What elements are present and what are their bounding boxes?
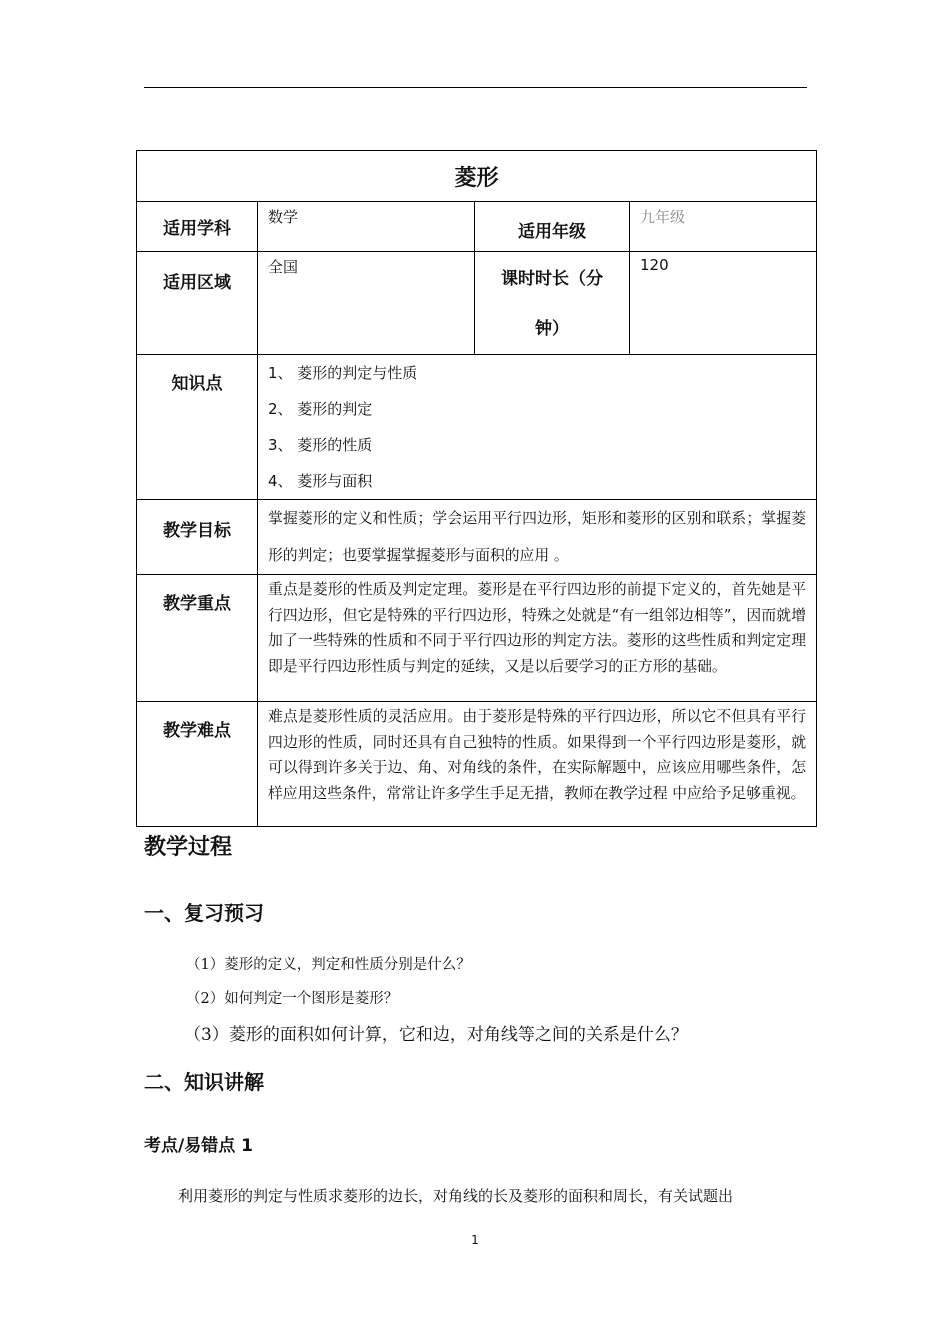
- duration-value: 120: [630, 252, 817, 355]
- header-rule: [144, 87, 807, 88]
- subject-label: 适用学科: [137, 202, 258, 252]
- difficulties-text: 难点是菱形性质的灵活应用。由于菱形是特殊的平行四边形，所以它不但具有平行四边形的性质，同时还具有自己独特的性质。如果得到一个平行四边形是菱形，就可以得到许多关于边、角、对角线的条件，在实际解题中，应该应用哪些条件，怎样应用这些条件，常常让许多学生手足无措，教师在教学过程 中应给予足够重视。: [258, 702, 817, 827]
- goals-label: 教学目标: [137, 500, 258, 575]
- duration-label-line-2: 钟）: [535, 319, 569, 339]
- page-number: 1: [471, 1233, 479, 1247]
- section2-subheading: 考点/易错点 1: [144, 1136, 253, 1156]
- review-question-3: （3）菱形的面积如何计算，它和边，对角线等之间的关系是什么？: [184, 1025, 688, 1045]
- process-heading: 教学过程: [144, 835, 233, 860]
- duration-label-line-1: 课时时长（分: [501, 269, 603, 289]
- region-value: 全国: [258, 252, 475, 355]
- knowledge-item: 4、 菱形与面积: [268, 472, 373, 490]
- region-label: 适用区域: [137, 252, 258, 355]
- key-points-label: 教学重点: [137, 575, 258, 702]
- grade-value: 九年级: [630, 202, 817, 252]
- knowledge-item: 3、 菱形的性质: [268, 436, 373, 454]
- knowledge-item: 2、 菱形的判定: [268, 400, 373, 418]
- lesson-info-table: [136, 150, 817, 827]
- goals-text: 掌握菱形的定义和性质；学会运用平行四边形，矩形和菱形的区别和联系；掌握菱形的判定；也要掌握掌握菱形与面积的应用 。: [258, 500, 817, 575]
- section2-heading: 二、知识讲解: [144, 1070, 264, 1094]
- review-question-1: （1）菱形的定义，判定和性质分别是什么？: [186, 957, 471, 973]
- difficulties-label: 教学难点: [137, 702, 258, 827]
- knowledge-item: 1、 菱形的判定与性质: [268, 364, 418, 382]
- section1-heading: 一、复习预习: [144, 901, 264, 925]
- key-points-text: 重点是菱形的性质及判定定理。菱形是在平行四边形的前提下定义的，首先她是平行四边形，但它是特殊的平行四边形，特殊之处就是“有一组邻边相等”，因而就增加了一些特殊的性质和不同于平行四边形的判定方法。菱形的这些性质和判定定理即是平行四边形性质与判定的延续，又是以后要学习的正方形的基础。: [258, 575, 817, 702]
- knowledge-list: [258, 355, 817, 500]
- lesson-title: 菱形: [137, 151, 817, 202]
- review-question-2: （2）如何判定一个图形是菱形？: [186, 991, 399, 1007]
- duration-label: [475, 252, 630, 355]
- knowledge-label: 知识点: [137, 355, 258, 500]
- section2-body-text: 利用菱形的判定与性质求菱形的边长，对角线的长及菱形的面积和周长，有关试题出: [178, 1187, 734, 1205]
- subject-value: 数学: [258, 202, 475, 252]
- grade-label: 适用年级: [475, 202, 630, 252]
